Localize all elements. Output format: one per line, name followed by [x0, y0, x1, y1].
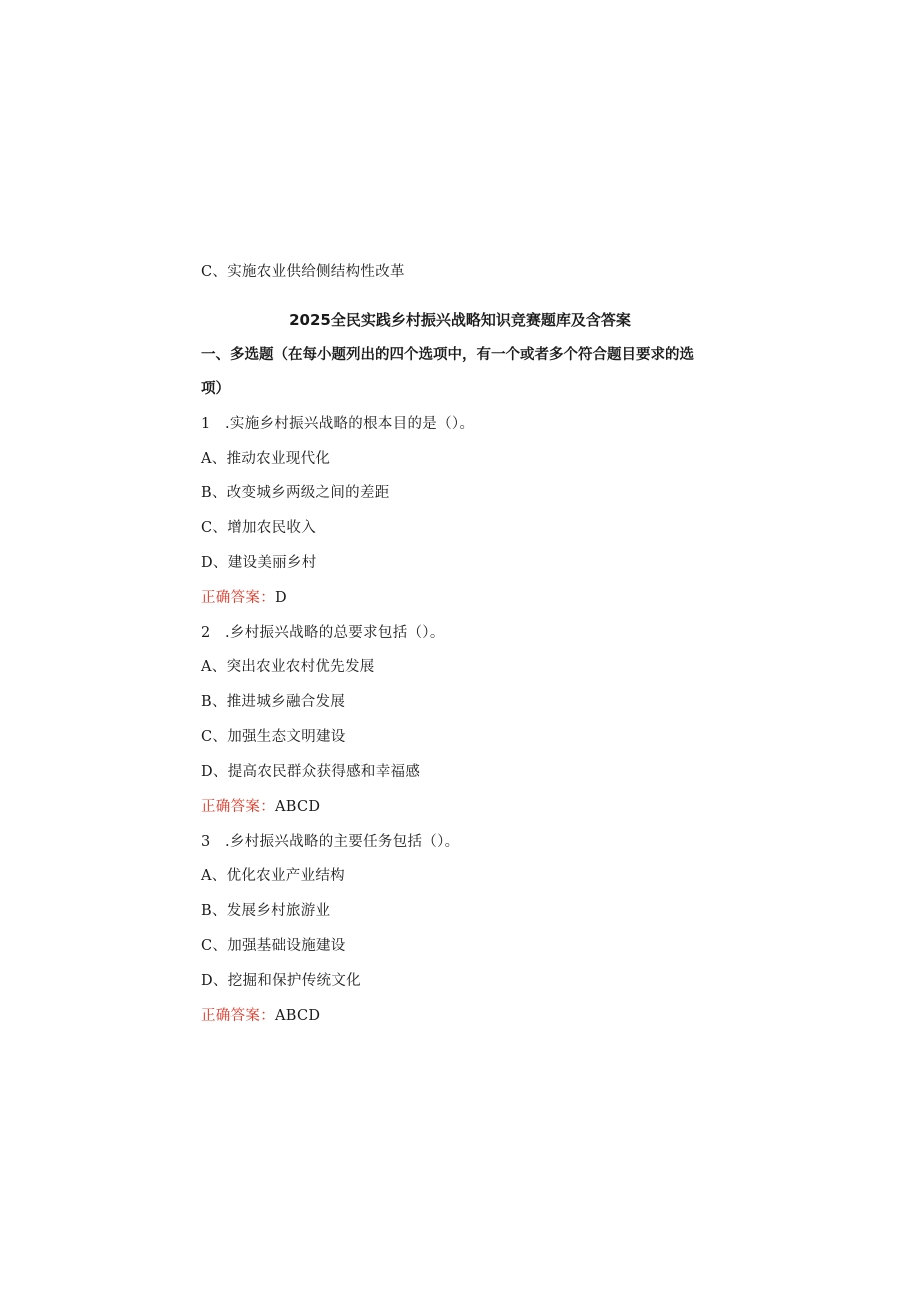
question-2-option-c: C、加强生态文明建设 — [201, 729, 346, 745]
section-heading-line2: 项） — [201, 381, 230, 397]
question-3-option-a: A、优化农业产业结构 — [201, 868, 345, 884]
answer-label: 正确答案： — [201, 799, 275, 815]
document-title: 2025全民实践乡村振兴战略知识竞赛题库及含答案 — [289, 311, 631, 329]
answer-value: D — [275, 590, 287, 606]
question-1-option-b: B、改变城乡两级之间的差距 — [201, 485, 390, 501]
question-3-option-b: B、发展乡村旅游业 — [201, 903, 331, 919]
question-1-option-c: C、增加农民收入 — [201, 520, 316, 536]
question-text: .乡村振兴战略的总要求包括（）。 — [225, 625, 445, 641]
answer-value: ABCD — [275, 1008, 321, 1024]
question-1-answer — [201, 588, 287, 608]
question-text: .乡村振兴战略的主要任务包括（）。 — [225, 834, 460, 850]
section-heading-line1: 一、多选题（在每小题列出的四个选项中，有一个或者多个符合题目要求的选 — [201, 347, 694, 363]
question-number: 1 — [201, 416, 211, 432]
previous-page-fragment: C、实施农业供给侧结构性改革 — [201, 264, 405, 280]
question-3-answer — [201, 1006, 320, 1026]
question-2-option-d: D、提高农民群众获得感和幸福感 — [201, 764, 421, 780]
question-1-option-a: A、推动农业现代化 — [201, 451, 331, 467]
question-3-option-d: D、挖掘和保护传统文化 — [201, 973, 361, 989]
question-text: .实施乡村振兴战略的根本目的是（）。 — [225, 416, 475, 432]
question-2 — [201, 623, 445, 643]
question-3-option-c: C、加强基础设施建设 — [201, 938, 346, 954]
answer-label: 正确答案： — [201, 1008, 275, 1024]
question-number: 2 — [201, 625, 211, 641]
question-number: 3 — [201, 834, 211, 850]
question-2-option-a: A、突出农业农村优先发展 — [201, 659, 375, 675]
question-3 — [201, 832, 459, 852]
answer-label: 正确答案： — [201, 590, 275, 606]
question-2-answer — [201, 797, 320, 817]
question-2-option-b: B、推进城乡融合发展 — [201, 694, 346, 710]
question-1-option-d: D、建设美丽乡村 — [201, 555, 317, 571]
question-1 — [201, 414, 474, 434]
answer-value: ABCD — [275, 799, 321, 815]
